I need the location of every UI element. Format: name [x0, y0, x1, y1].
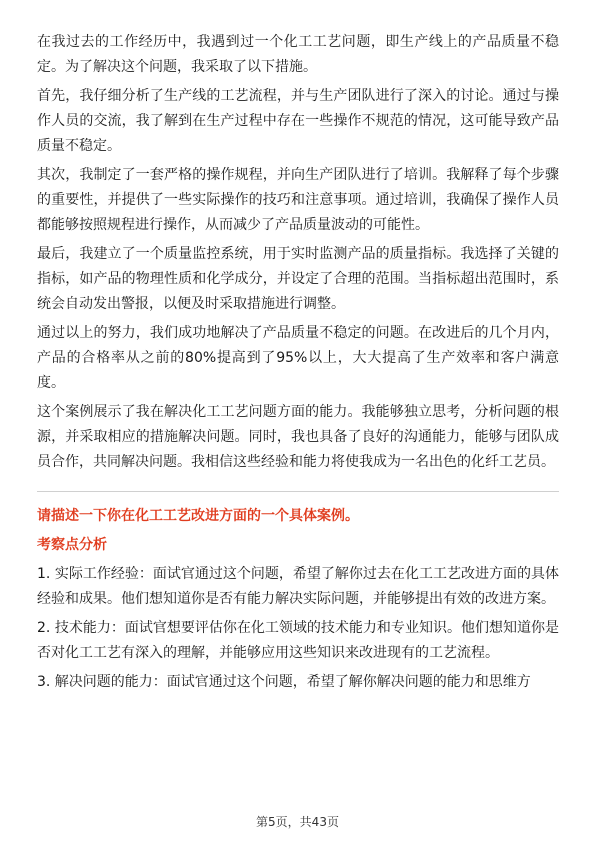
document-body	[37, 30, 559, 699]
paragraph-first: 首先，我仔细分析了生产线的工艺流程，并与生产团队进行了深入的讨论。通过与操作人员的交流，我了解到在生产过程中存在一些操作不规范的情况，这可能导致产品质量不稳定。	[37, 88, 559, 154]
paragraph-result: 通过以上的努力，我们成功地解决了产品质量不稳定的问题。在改进后的几个月内，产品的合格率从之前的80%提高到了95%以上，大大提高了生产效率和客户满意度。	[37, 325, 559, 391]
interview-question: 请描述一下你在化工工艺改进方面的一个具体案例。	[37, 508, 359, 524]
paragraph-last: 最后，我建立了一个质量监控系统，用于实时监测产品的质量指标。我选择了关键的指标，如产品的物理性质和化学成分，并设定了合理的范围。当指标超出范围时，系统会自动发出警报，以便及时采取措施进行调整。	[37, 246, 559, 312]
point-item-technical: 2. 技术能力：面试官想要评估你在化工领域的技术能力和专业知识。他们想知道你是否对化工工艺有深入的理解，并能够应用这些知识来改进现有的工艺流程。	[37, 620, 559, 661]
point-item-problem-solving: 3. 解决问题的能力：面试官通过这个问题，希望了解你解决问题的能力和思维方	[37, 674, 531, 690]
paragraph-second: 其次，我制定了一套严格的操作规程，并向生产团队进行了培训。我解释了每个步骤的重要性，并提供了一些实际操作的技巧和注意事项。通过培训，我确保了操作人员都能够按照规程进行操作，从而减少了产品质量波动的可能性。	[37, 167, 559, 233]
paragraph-intro: 在我过去的工作经历中，我遇到过一个化工工艺问题，即生产线上的产品质量不稳定。为了解决这个问题，我采取了以下措施。	[37, 34, 559, 75]
point-item-experience: 1. 实际工作经验：面试官通过这个问题，希望了解你过去在化工工艺改进方面的具体经验和成果。他们想知道你是否有能力解决实际问题，并能够提出有效的改进方案。	[37, 566, 559, 607]
paragraph-conclusion: 这个案例展示了我在解决化工工艺问题方面的能力。我能够独立思考，分析问题的根源，并采取相应的措施解决问题。同时，我也具备了良好的沟通能力，能够与团队成员合作，共同解决问题。我相信这些经验和能力将使我成为一名出色的化纤工艺员。	[37, 404, 559, 470]
section-title: 考察点分析	[37, 537, 107, 553]
section-divider	[37, 491, 559, 492]
page-number-footer: 第5页，共43页	[256, 815, 339, 829]
